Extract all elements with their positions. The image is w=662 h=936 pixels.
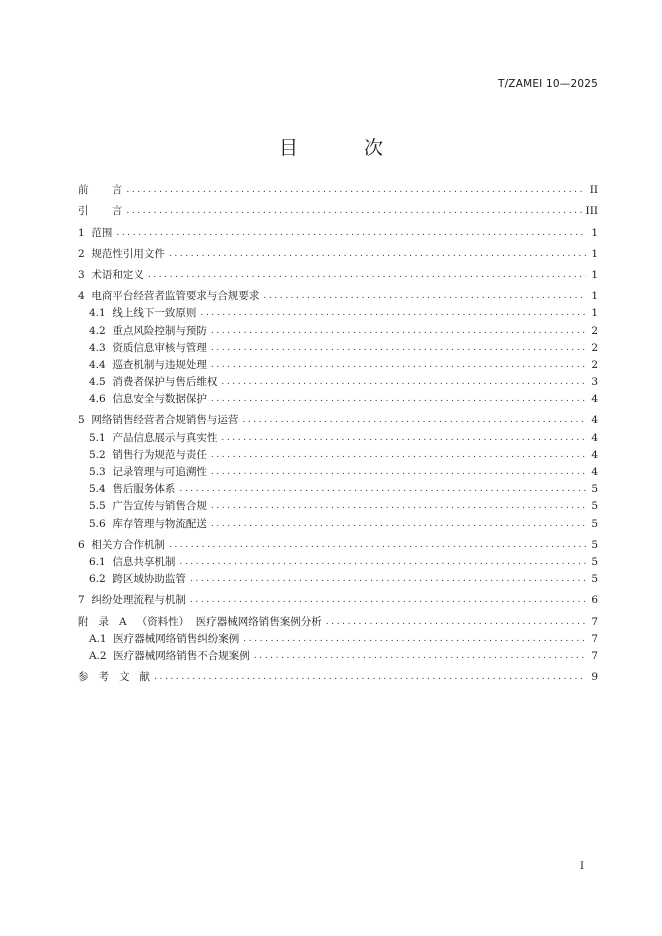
toc-entry-label: 4 电商平台经营者监管要求与合规要求 [78, 290, 260, 303]
document-code: T/ZAMEI 10—2025 [497, 78, 598, 90]
toc-page-number: 1 [591, 226, 598, 239]
toc-entry[interactable] [78, 286, 598, 303]
toc-page-number: 7 [591, 649, 598, 662]
toc-page-number: 4 [591, 431, 598, 444]
toc-entry[interactable] [78, 590, 598, 607]
toc-page-number: 1 [591, 268, 598, 281]
toc-entry-label: 2 规范性引用文件 [78, 247, 165, 260]
toc-subentry[interactable] [78, 372, 598, 389]
toc-subentry[interactable] [78, 355, 598, 372]
toc-page-number: 5 [591, 538, 598, 551]
toc-subentry[interactable] [78, 389, 598, 406]
toc-subentry[interactable] [78, 462, 598, 479]
toc-leader-dots [200, 306, 586, 320]
toc-entry-label: 4.4 巡查机制与违规处理 [89, 358, 207, 371]
toc-entry[interactable] [78, 222, 598, 239]
toc-leader-dots [169, 247, 586, 261]
toc-entry-label: 4.5 消费者保护与售后维权 [89, 376, 218, 389]
toc-entry-label: 5.2 销售行为规范与责任 [89, 448, 207, 461]
toc-subentry[interactable] [78, 445, 598, 462]
toc-leader-dots [190, 593, 586, 607]
toc-subentry[interactable] [78, 552, 598, 569]
toc-entry-label: 6.1 信息共享机制 [89, 555, 176, 568]
toc-entry-label: 5.4 售后服务体系 [89, 483, 176, 496]
toc-entry-label: 前 言 [78, 184, 123, 197]
toc-entry[interactable] [78, 265, 598, 282]
toc-entry-label: 1 范围 [78, 226, 113, 239]
toc-subentry[interactable] [78, 569, 598, 586]
toc-entry-label: 3 术语和定义 [78, 268, 144, 281]
toc-leader-dots [179, 482, 586, 496]
toc-subentry[interactable] [78, 427, 598, 444]
toc-entry-label: 6.2 跨区域协助监管 [89, 573, 186, 586]
toc-entry-label: 4.3 资质信息审核与管理 [89, 341, 207, 354]
toc-page-number: 9 [591, 671, 598, 684]
toc-page-number: 4 [591, 466, 598, 478]
toc-entry-label: 4.6 信息安全与数据保护 [89, 393, 207, 406]
toc-entry-label: 5.6 库存管理与物流配送 [89, 517, 207, 530]
toc-subentry[interactable] [78, 303, 598, 320]
toc-page-number: 3 [591, 376, 598, 389]
toc-subentry[interactable] [78, 320, 598, 337]
toc-entry-label: 5.5 广告宣传与销售合规 [89, 500, 207, 513]
toc-leader-dots [326, 615, 586, 629]
toc-entry-label: 4.1 线上线下一致原则 [89, 307, 197, 320]
toc-entry-label: 4.2 重点风险控制与预防 [89, 324, 207, 337]
toc-page-number: 4 [591, 414, 598, 427]
toc-page-number: 6 [591, 594, 598, 607]
toc-page-number: 5 [591, 483, 598, 496]
toc-subentry[interactable] [78, 496, 598, 513]
toc-entry[interactable] [78, 611, 598, 628]
toc-page-number: 7 [591, 615, 598, 628]
toc-page-number: II [589, 184, 598, 197]
toc-leader-dots [221, 375, 586, 389]
toc-page-number: 4 [591, 448, 598, 461]
toc-leader-dots [190, 572, 586, 586]
toc-entry[interactable] [78, 410, 598, 427]
toc-leader-dots [211, 324, 586, 338]
toc-leader-dots [154, 670, 586, 684]
toc-page-number: 2 [591, 341, 598, 354]
toc-entry-label: A.1 医疗器械网络销售纠纷案例 [89, 632, 240, 645]
toc-entry-label: 5.3 记录管理与可追溯性 [89, 466, 207, 478]
toc-subentry[interactable] [78, 646, 598, 663]
page-title: 目 次 [278, 137, 414, 159]
toc-entry[interactable] [78, 180, 598, 197]
toc-page-number: 2 [591, 358, 598, 371]
toc-page-number: 5 [591, 555, 598, 568]
toc-leader-dots [148, 268, 586, 282]
toc-entry[interactable] [78, 667, 598, 684]
toc-page-number: 1 [591, 290, 598, 303]
toc-leader-dots [169, 538, 586, 552]
toc-page-number: III [585, 205, 598, 218]
toc-leader-dots [211, 392, 586, 406]
toc-leader-dots [254, 649, 586, 663]
toc-entry[interactable] [78, 244, 598, 261]
toc-leader-dots [211, 448, 586, 462]
toc-leader-dots [242, 413, 586, 427]
toc-page-number: 5 [591, 500, 598, 513]
toc-leader-dots [211, 499, 586, 513]
toc-page-number: 2 [591, 324, 598, 337]
toc-page-number: 7 [591, 632, 598, 645]
toc-entry-label: 附 录 A （资料性） 医疗器械网络销售案例分析 [78, 615, 322, 628]
toc-leader-dots [126, 204, 581, 218]
toc-entry-label: 参 考 文 献 [78, 671, 151, 684]
toc-entry-label: A.2 医疗器械网络销售不合规案例 [89, 649, 250, 662]
toc-entry-label: 7 纠纷处理流程与机制 [78, 594, 186, 607]
toc-subentry[interactable] [78, 629, 598, 646]
toc-entry-label: 5.1 产品信息展示与真实性 [89, 431, 218, 444]
toc-subentry[interactable] [78, 479, 598, 496]
toc-entry-label: 5 网络销售经营者合规销售与运营 [78, 414, 239, 427]
toc-page-number: 5 [591, 573, 598, 586]
toc-page-number: 1 [591, 247, 598, 260]
toc-entry[interactable] [78, 201, 598, 218]
toc-subentry[interactable] [78, 513, 598, 530]
page-number: I [580, 861, 584, 872]
toc-page-number: 5 [591, 517, 598, 530]
toc-page-number: 4 [591, 393, 598, 406]
toc-leader-dots [211, 358, 586, 372]
toc-leader-dots [211, 517, 586, 531]
toc-leader-dots [126, 183, 585, 197]
toc-leader-dots [116, 226, 586, 240]
toc-entry-label: 引 言 [78, 205, 123, 218]
toc-leader-dots [243, 632, 586, 646]
toc-leader-dots [263, 289, 586, 303]
toc-subentry[interactable] [78, 338, 598, 355]
toc-leader-dots [179, 555, 586, 569]
toc-leader-dots [211, 465, 586, 479]
toc-leader-dots [221, 431, 586, 445]
toc-leader-dots [211, 341, 586, 355]
toc-entry-label: 6 相关方合作机制 [78, 538, 165, 551]
toc-entry[interactable] [78, 535, 598, 552]
table-of-contents [78, 180, 598, 684]
toc-page-number: 1 [591, 307, 598, 320]
